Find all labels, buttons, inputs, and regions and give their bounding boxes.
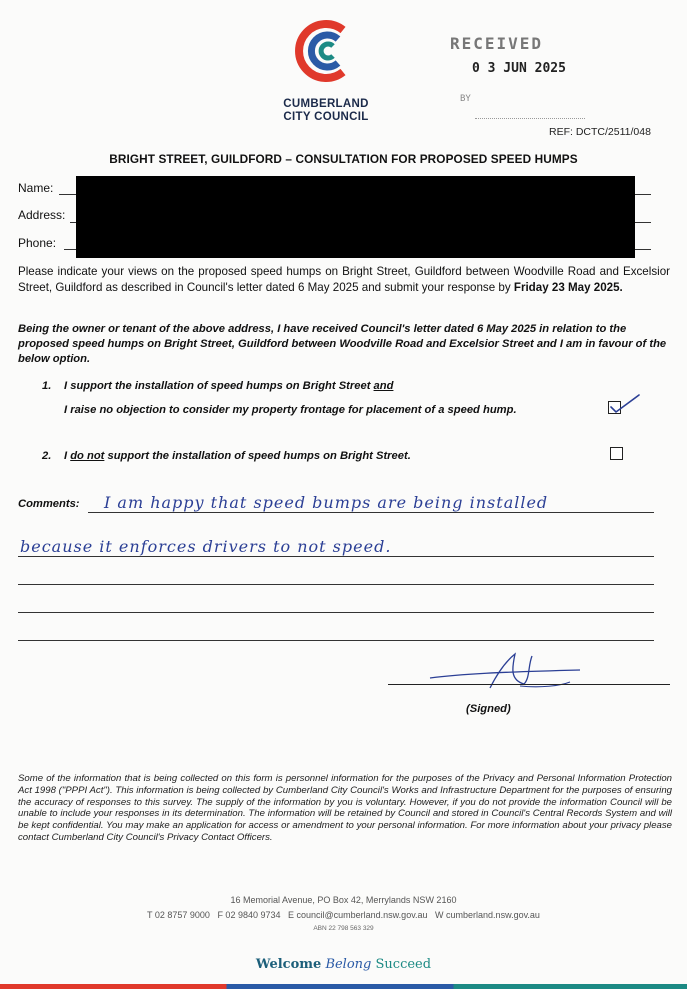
intro-text: Please indicate your views on the proposed speed humps on Bright Street, Guildford between Woodville Road and Excelsior Street, Guildford as described in Council's letter dated 6 May 2025 and submit your response by [18,265,670,294]
tagline-succeed: Succeed [375,957,432,972]
council-name [268,98,384,124]
comment-line-1: I am happy that speed bumps are being installed [104,493,549,512]
option-1-line2: I raise no objection to consider my property frontage for placement of a speed hump. [64,404,517,416]
comment-rule-1 [88,512,654,513]
footer-address: 16 Memorial Avenue, PO Box 42, Merrylands NSW 2160 [230,895,457,905]
footer-contact: T 02 8757 9000 F 02 9840 9734 E council@cumberland.nsw.gov.au W cumberland.nsw.gov.au [147,910,540,920]
tagline-welcome: Welcome [255,957,322,972]
privacy-notice: Some of the information that is being collected on this form is personnel information for the purposes of the Privacy and Personal Information Protection Act 1998 ("PPPI Act"). This information is being collected by Cumberland City Council's Works and Infrastructure Department for the purposes of ensuring the accuracy of responses to this survey. The supply of the information by you is voluntary. However, if you do not provide the information Council will be unable to include your responses in its determination. The information will be retained by Council and stored in Council's Central Records System and will be kept confidential. You may make an application for access or amendment to your personal information. For more information about your privacy please contact Cumberland City Council's Privacy Contact Officers. [18,773,672,843]
name-label: Name: [18,181,54,195]
council-name-line1: CUMBERLAND [283,98,369,110]
option-2-checkbox[interactable] [610,447,623,460]
signed-label: (Signed) [466,703,511,715]
signature-image [420,648,590,698]
footer-abn: ABN 22 798 563 329 [313,925,374,932]
address-label: Address: [18,208,66,222]
received-stamp [450,34,600,104]
form-title: BRIGHT STREET, GUILDFORD – CONSULTATION FOR PROPOSED SPEED HUMPS [109,152,578,166]
option-1-line1 [64,380,393,392]
option-1-text: I support the installation of speed humps on Bright Street [64,380,374,392]
comments-label: Comments: [18,498,80,510]
intro-paragraph [18,264,670,296]
stamp-by-line [475,118,585,119]
council-logo-icon [293,16,357,86]
stamp-date: 0 3 JUN 2025 [472,61,566,76]
redaction-block [76,176,635,258]
footer-color-bar [0,984,687,989]
comment-rule-4 [18,612,654,613]
comment-rule-5 [18,640,654,641]
footer-tagline [0,957,687,972]
stamp-received-text: RECEIVED [450,34,544,53]
declaration-paragraph: Being the owner or tenant of the above address, I have received Council's letter dated 6 May 2025 in relation to the proposed speed humps on Bright Street, Guildford between Woodville Road and Excelsior Street and I am in favour of the below option. [18,323,667,365]
comment-rule-3 [18,584,654,585]
option-1-number: 1. [42,380,52,392]
option-2-number: 2. [42,450,52,462]
option-2-text [64,450,411,462]
stamp-by: BY [460,94,471,104]
option-1-and: and [373,380,394,392]
intro-deadline: Friday 23 May 2025. [513,281,623,294]
option-2-post: support the installation of speed humps on Bright Street. [104,450,411,462]
reference-number: REF: DCTC/2511/048 [549,126,651,138]
option-2-pre: I [64,450,71,462]
checkmark-icon [608,392,642,416]
option-2-do-not: do not [70,450,105,462]
council-name-line2: CITY COUNCIL [283,111,369,123]
comment-line-2: because it enforces drivers to not speed. [20,537,392,556]
comment-rule-2 [18,556,654,557]
phone-label: Phone: [18,236,57,250]
signature-line [388,684,670,685]
tagline-belong: Belong [325,957,372,972]
